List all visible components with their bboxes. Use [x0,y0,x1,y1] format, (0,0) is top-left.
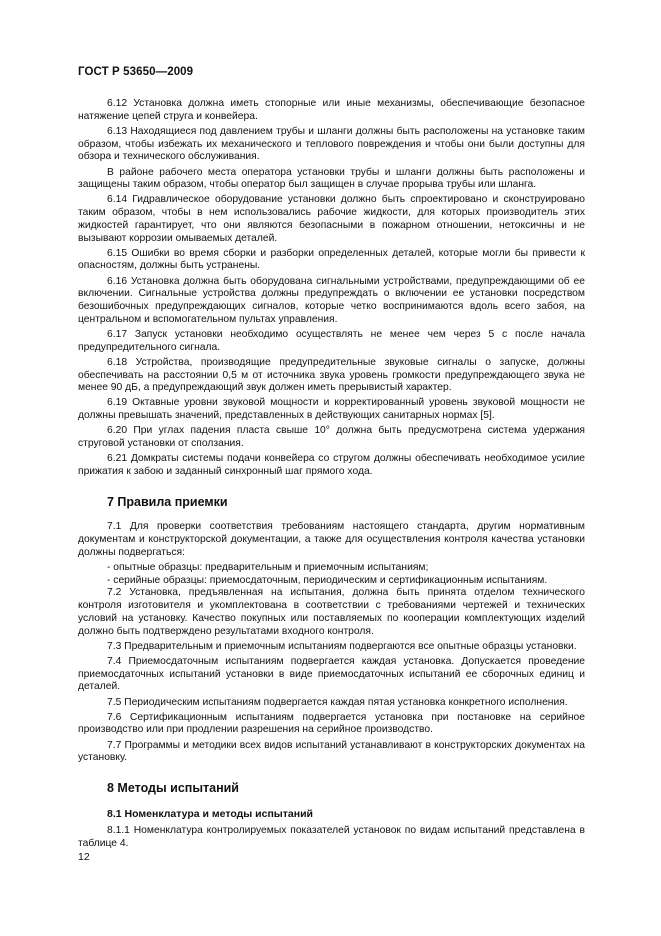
paragraph-6-13: 6.13 Находящиеся под давлением трубы и шланги должны быть расположены на установке таким образом, чтобы избежать их механического и теплового повреждения и чтобы они были доступны для обзора и технического обслуживания. [78,125,585,163]
paragraph-6-20: 6.20 При углах падения пласта свыше 10° должна быть предусмотрена система удержания струговой установки от сползания. [78,425,585,450]
section-7-heading: 7 Правила приемки [107,494,228,509]
paragraph-6-19: 6.19 Октавные уровни звуковой мощности и корректированный уровень звуковой мощности не должны превышать значений, представленных в действующих санитарных нормах [5]. [78,397,585,422]
section-8-heading: 8 Методы испытаний [107,781,239,796]
paragraph-7-5: 7.5 Периодическим испытаниям подвергается каждая пятая установка конкретного исполнения. [107,696,568,708]
paragraph-6-14: 6.14 Гидравлическое оборудование установки должно быть спроектировано и сконструировано таким образом, чтобы в нем использовались рабочие жидкости, для которых производитель этих жидкостей гарантирует, что они являются безопасными в пожарном отношении, нетоксичны и не вызывают коррозии омываемых деталей. [78,194,585,244]
page-number: 12 [78,851,90,863]
paragraph-8-1-1: 8.1.1 Номенклатура контролируемых показателей установок по видам испытаний представлена в таблице 4. [78,825,585,850]
list-item: - опытные образцы: предварительным и приемочным испытаниям; [107,562,429,573]
subsection-8-1-heading: 8.1 Номенклатура и методы испытаний [107,807,313,820]
paragraph-7-3: 7.3 Предварительным и приемочным испытаниям подвергаются все опытные образцы установки. [107,640,577,652]
paragraph-6-21: 6.21 Домкраты системы подачи конвейера со стругом должны обеспечивать необходимое усилие прижатия к забою и заданный синхронный шаг прямого хода. [78,453,585,477]
list-item: - серийные образцы: приемосдаточным, периодическим и сертификационным испытаниям. [107,574,548,586]
paragraph-6-17: 6.17 Запуск установки необходимо осуществлять не менее чем через 5 с после начала предупредительного сигнала. [78,328,585,353]
paragraph-6-18: 6.18 Устройства, производящие предупредительные звуковые сигналы о запуске, должны обеспечивать на расстоянии 0,5 м от источника звука уровень громкости предупреждающего звука не менее 90 дБ, а предупреждающий звук должен иметь прерывистый характер. [78,356,585,394]
paragraph-7-4: 7.4 Приемосдаточным испытаниям подвергается каждая установка. Допускается проведение приемосдаточных испытаний установки в виде приемосдаточных испытаний ее сборочных единиц и деталей. [78,655,585,693]
document-code: ГОСТ Р 53650—2009 [78,66,194,78]
paragraph-6-12: 6.12 Установка должна иметь стопорные или иные механизмы, обеспечивающие безопасное натяжение цепей струга и конвейера. [78,98,585,122]
paragraph-6-15: 6.15 Ошибки во время сборки и разборки определенных деталей, которые могли бы привести к опасностям, должны быть устранены. [78,247,585,272]
test-types-list [78,562,585,587]
paragraph-6-16: 6.16 Установка должна быть оборудована сигнальными устройствами, предупреждающими об ее включении. Сигнальные устройства должны предупреждать о включении ее установки посредством безошибочных предупреждающих сигналов, которые четко воспринимаются вдоль всего забоя, на центральном и вспомогательном пультах управления. [78,275,585,325]
page-content [78,98,585,853]
paragraph-7-6: 7.6 Сертификационным испытаниям подвергается установка при постановке на серийное производство или при продлении разрешения на серийное производство. [78,711,585,736]
paragraph-6-13-operator: В районе рабочего места оператора установки трубы и шланги должны быть расположены и защищены таким образом, чтобы оператор был защищен в случае прорыва трубы или шланга. [78,166,585,191]
paragraph-7-1: 7.1 Для проверки соответствия требованиям настоящего стандарта, другим нормативным документам и конструкторской документации, а также для осуществления контроля качества установки должны подвергаться: [78,521,585,558]
paragraph-7-2: 7.2 Установка, предъявленная на испытания, должна быть принята отделом технического контроля изготовителя и укомплектована в соответствии с требованиями чертежей и технических условий на установку. Качество покупных или поставляемых по кооперации комплектующих изделий должно быть подтверждено результатами входного контроля. [78,587,585,637]
paragraph-7-7: 7.7 Программы и методики всех видов испытаний устанавливают в конструкторских документах на установку. [78,739,585,764]
